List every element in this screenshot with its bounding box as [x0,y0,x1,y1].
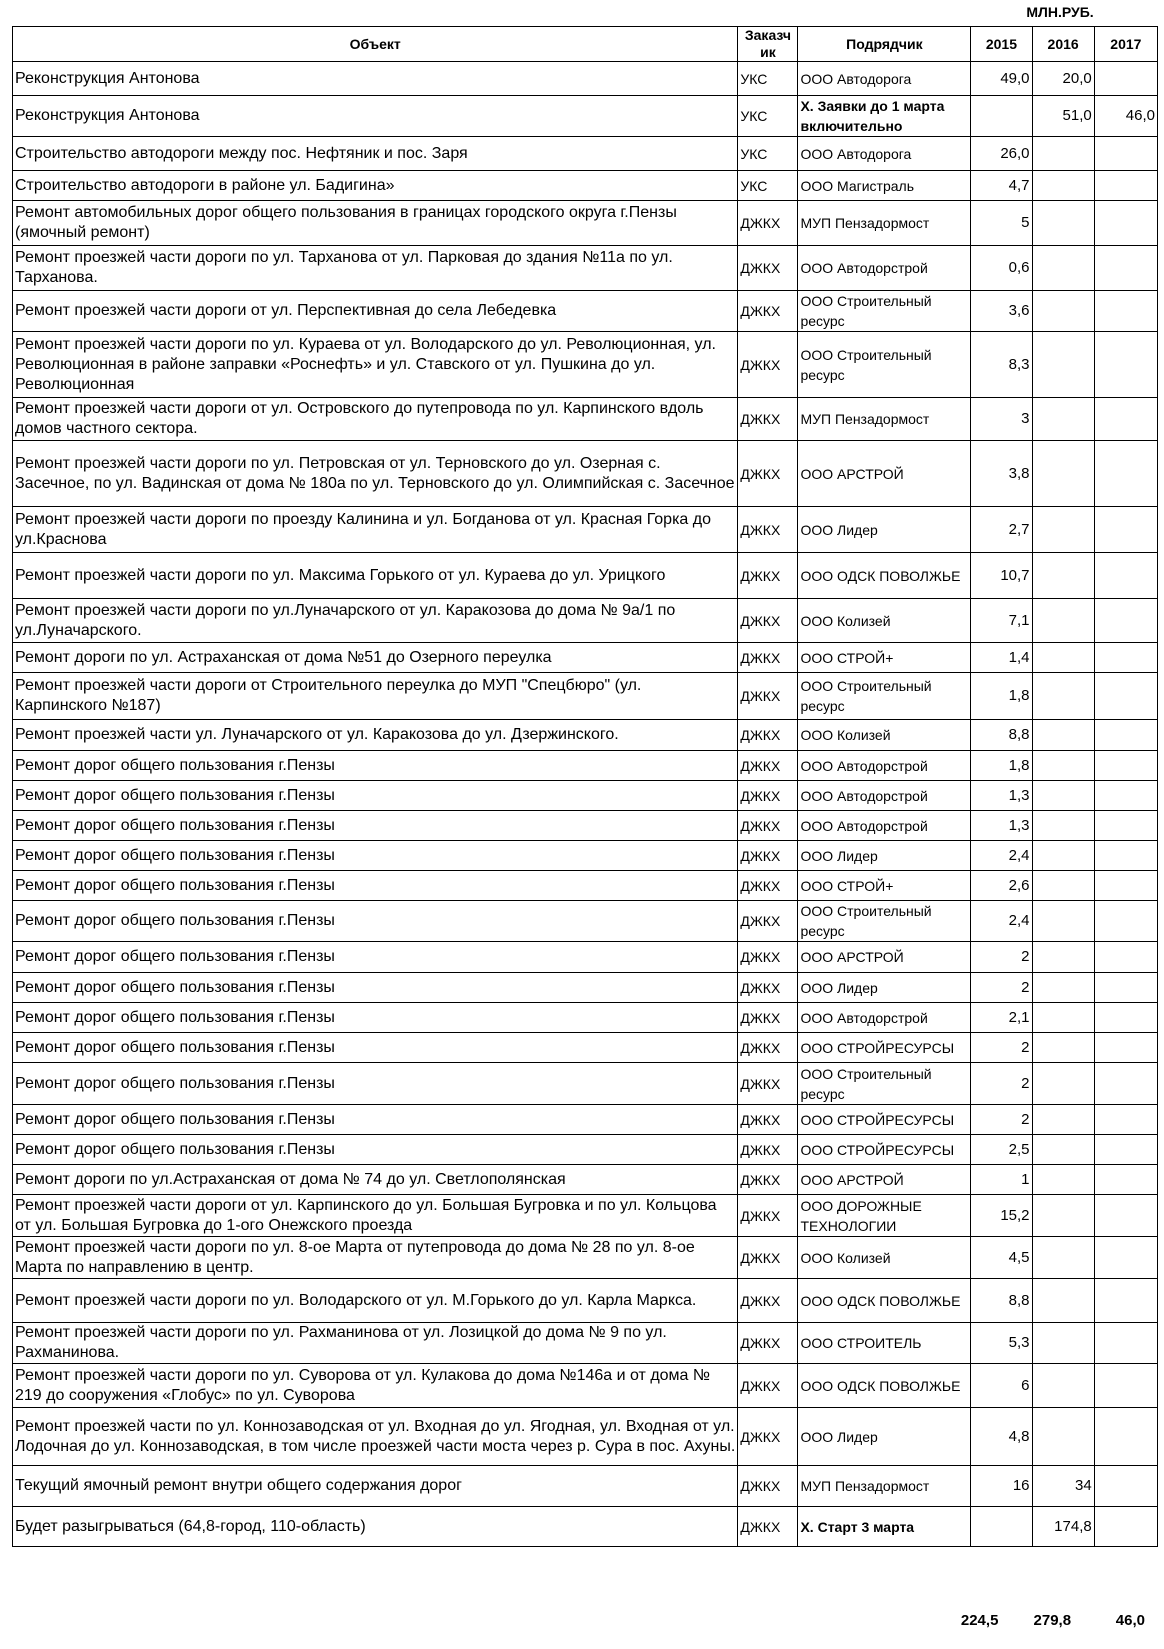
value-2017-cell [1094,751,1157,781]
contractor-cell: ООО Автодорога [798,62,971,96]
table-row [13,291,1158,332]
value-2015-cell: 2 [971,942,1032,973]
value-2016-cell [1032,811,1094,841]
value-2016-cell [1032,1135,1094,1165]
value-2016-cell [1032,553,1094,599]
object-cell: Ремонт проезжей части дороги по ул.Луначарского от ул. Каракозова до дома № 9а/1 по ул.Луначарского. [13,599,738,643]
value-2017-cell [1094,201,1157,246]
contractor-cell: ООО ДОРОЖНЫЕ ТЕХНОЛОГИИ [798,1195,971,1237]
table-row [13,643,1158,673]
customer-cell: ДЖКХ [738,871,798,901]
table-row [13,507,1158,553]
object-cell: Ремонт проезжей части дороги по ул. Максима Горького от ул. Кураева до ул. Урицкого [13,553,738,599]
value-2015-cell: 1,4 [971,643,1032,673]
object-cell: Строительство автодороги между пос. Нефтяник и пос. Заря [13,137,738,171]
object-cell: Ремонт проезжей части дороги по ул. Петровская от ул. Терновского до ул. Озерная с. Засечное, по ул. Вадинская от дома № 180а по ул. Терновского до ул. Олимпийская с. Засечное [13,441,738,507]
contractor-cell: ООО Автодорстрой [798,246,971,291]
contractor-cell: ООО Колизей [798,599,971,643]
value-2017-cell [1094,291,1157,332]
table-row [13,1466,1158,1507]
object-cell: Ремонт проезжей части дороги от Строительного переулка до МУП "Спецбюро" (ул. Карпинского №187) [13,673,738,720]
value-2015-cell: 3 [971,398,1032,441]
table-row [13,1063,1158,1105]
value-2016-cell [1032,137,1094,171]
value-2015-cell: 3,6 [971,291,1032,332]
header-2017: 2017 [1094,27,1157,62]
value-2016-cell: 174,8 [1032,1507,1094,1547]
value-2016-cell [1032,643,1094,673]
table-row [13,973,1158,1003]
contractor-cell: ООО Строительный ресурс [798,332,971,398]
value-2016-cell [1032,871,1094,901]
value-2015-cell [971,1507,1032,1547]
contractor-cell: МУП Пензадормост [798,1466,971,1507]
customer-cell: ДЖКХ [738,811,798,841]
value-2016-cell [1032,1033,1094,1063]
table-row [13,1279,1158,1323]
contractor-cell: ООО Колизей [798,1237,971,1279]
contractor-cell: ООО Автодорога [798,137,971,171]
contractor-cell: ООО АРСТРОЙ [798,942,971,973]
value-2017-cell [1094,973,1157,1003]
value-2017-cell [1094,1003,1157,1033]
customer-cell: УКС [738,171,798,201]
value-2015-cell: 49,0 [971,62,1032,96]
value-2016-cell [1032,751,1094,781]
value-2017-cell [1094,1165,1157,1195]
table-row [13,751,1158,781]
value-2017-cell [1094,1135,1157,1165]
value-2015-cell: 1,3 [971,781,1032,811]
header-2016: 2016 [1032,27,1094,62]
value-2015-cell: 26,0 [971,137,1032,171]
value-2016-cell: 20,0 [1032,62,1094,96]
value-2015-cell: 2,7 [971,507,1032,553]
value-2017-cell [1094,841,1157,871]
table-row [13,1323,1158,1364]
value-2017-cell [1094,643,1157,673]
customer-cell: ДЖКХ [738,201,798,246]
object-cell: Ремонт дорог общего пользования г.Пензы [13,1033,738,1063]
object-cell: Ремонт дорог общего пользования г.Пензы [13,1063,738,1105]
table-row [13,201,1158,246]
contractor-cell: Х. Заявки до 1 марта включительно [798,96,971,137]
object-cell: Ремонт дорог общего пользования г.Пензы [13,811,738,841]
customer-cell: ДЖКХ [738,1364,798,1408]
object-cell: Строительство автодороги в районе ул. Бадигина» [13,171,738,201]
contractor-cell: ООО СТРОЙРЕСУРСЫ [798,1105,971,1135]
value-2016-cell: 51,0 [1032,96,1094,137]
customer-cell: ДЖКХ [738,942,798,973]
table-row [13,781,1158,811]
table-row [13,1003,1158,1033]
object-cell: Ремонт проезжей части дороги по ул. Суворова от ул. Кулакова до дома №146а и от дома № 219 до сооружения «Глобус» по ул. Суворова [13,1364,738,1408]
object-cell: Реконструкция Антонова [13,62,738,96]
value-2015-cell: 7,1 [971,599,1032,643]
customer-cell: ДЖКХ [738,553,798,599]
contractor-cell: ООО Магистраль [798,171,971,201]
customer-cell: ДЖКХ [738,1279,798,1323]
value-2017-cell [1094,507,1157,553]
table-body [13,62,1158,1547]
object-cell: Ремонт проезжей части дороги по ул. Тарханова от ул. Парковая до здания №11а по ул. Тарханова. [13,246,738,291]
table-row [13,1033,1158,1063]
object-cell: Ремонт дороги по ул. Астраханская от дома №51 до Озерного переулка [13,643,738,673]
value-2016-cell [1032,507,1094,553]
customer-cell: ДЖКХ [738,1063,798,1105]
object-cell: Ремонт дорог общего пользования г.Пензы [13,1003,738,1033]
value-2016-cell [1032,1165,1094,1195]
table-row [13,332,1158,398]
contractor-cell: МУП Пензадормост [798,201,971,246]
object-cell: Ремонт автомобильных дорог общего пользования в границах городского округа г.Пензы (ямочный ремонт) [13,201,738,246]
value-2017-cell [1094,871,1157,901]
object-cell: Ремонт проезжей части дороги от ул. Карпинского до ул. Большая Бугровка и по ул. Кольцова от ул. Большая Бугровка до 1-ого Онежского проезда [13,1195,738,1237]
contractor-cell: МУП Пензадормост [798,398,971,441]
object-cell: Ремонт дорог общего пользования г.Пензы [13,1105,738,1135]
object-cell: Ремонт дороги по ул.Астраханская от дома № 74 до ул. Светлополянская [13,1165,738,1195]
object-cell: Ремонт проезжей части по ул. Коннозаводская от ул. Входная до ул. Ягодная, ул. Входная от ул. Лодочная до ул. Коннозаводская, в том числе проезжей части моста через р. Сура в пос. Ахуны. [13,1408,738,1466]
header-customer: Заказч ик [738,27,798,62]
header-contractor: Подрядчик [798,27,971,62]
header-row [13,27,1158,62]
customer-cell: ДЖКХ [738,599,798,643]
value-2016-cell [1032,1279,1094,1323]
table-row [13,720,1158,751]
customer-cell: УКС [738,62,798,96]
value-2016-cell [1032,1408,1094,1466]
object-cell: Ремонт дорог общего пользования г.Пензы [13,1135,738,1165]
value-2016-cell [1032,673,1094,720]
contractor-cell: ООО СТРОЙРЕСУРСЫ [798,1135,971,1165]
customer-cell: ДЖКХ [738,901,798,942]
value-2015-cell: 4,7 [971,171,1032,201]
object-cell: Ремонт дорог общего пользования г.Пензы [13,973,738,1003]
contractor-cell: ООО Лидер [798,1408,971,1466]
value-2017-cell [1094,171,1157,201]
contractor-cell: ООО ОДСК ПОВОЛЖЬЕ [798,1364,971,1408]
value-2017-cell [1094,246,1157,291]
value-2016-cell [1032,1237,1094,1279]
table-row [13,62,1158,96]
contractor-cell: ООО Лидер [798,507,971,553]
value-2015-cell: 8,8 [971,1279,1032,1323]
value-2017-cell [1094,811,1157,841]
value-2016-cell [1032,720,1094,751]
table-row [13,841,1158,871]
contractor-cell: ООО АРСТРОЙ [798,1165,971,1195]
value-2016-cell [1032,441,1094,507]
table-row [13,1237,1158,1279]
object-cell: Ремонт проезжей части ул. Луначарского от ул. Каракозова до ул. Дзержинского. [13,720,738,751]
customer-cell: ДЖКХ [738,1105,798,1135]
value-2017-cell [1094,720,1157,751]
value-2017-cell [1094,1105,1157,1135]
value-2017-cell [1094,1237,1157,1279]
customer-cell: ДЖКХ [738,1135,798,1165]
value-2016-cell [1032,246,1094,291]
value-2017-cell [1094,332,1157,398]
value-2015-cell: 6 [971,1364,1032,1408]
value-2015-cell: 2 [971,973,1032,1003]
table-row [13,398,1158,441]
table-row [13,553,1158,599]
customer-cell: ДЖКХ [738,973,798,1003]
object-cell: Будет разыгрываться (64,8-город, 110-область) [13,1507,738,1547]
value-2016-cell [1032,201,1094,246]
customer-cell: ДЖКХ [738,1408,798,1466]
value-2017-cell [1094,1408,1157,1466]
contractor-cell: ООО Колизей [798,720,971,751]
value-2017-cell [1094,1507,1157,1547]
value-2015-cell: 10,7 [971,553,1032,599]
value-2016-cell [1032,1195,1094,1237]
value-2015-cell: 1,8 [971,751,1032,781]
unit-label: МЛН.РУБ. [1026,4,1094,20]
customer-cell: ДЖКХ [738,507,798,553]
value-2017-cell [1094,781,1157,811]
customer-cell: ДЖКХ [738,643,798,673]
table-row [13,1507,1158,1547]
customer-cell: ДЖКХ [738,1466,798,1507]
value-2017-cell [1094,1063,1157,1105]
table-row [13,96,1158,137]
value-2015-cell: 2 [971,1105,1032,1135]
customer-cell: ДЖКХ [738,751,798,781]
value-2015-cell: 5 [971,201,1032,246]
value-2017-cell [1094,398,1157,441]
customer-cell: ДЖКХ [738,781,798,811]
contractor-cell: ООО Строительный ресурс [798,673,971,720]
value-2017-cell [1094,1364,1157,1408]
value-2015-cell: 1 [971,1165,1032,1195]
customer-cell: ДЖКХ [738,720,798,751]
object-cell: Ремонт дорог общего пользования г.Пензы [13,901,738,942]
value-2017-cell [1094,441,1157,507]
contractor-cell: ООО Лидер [798,973,971,1003]
value-2017-cell: 46,0 [1094,96,1157,137]
budget-table [12,26,1158,1547]
value-2017-cell [1094,1033,1157,1063]
customer-cell: ДЖКХ [738,246,798,291]
value-2015-cell: 2 [971,1033,1032,1063]
object-cell: Ремонт дорог общего пользования г.Пензы [13,841,738,871]
value-2016-cell [1032,1003,1094,1033]
table-row [13,1105,1158,1135]
value-2015-cell: 4,8 [971,1408,1032,1466]
value-2015-cell: 2,5 [971,1135,1032,1165]
customer-cell: ДЖКХ [738,1323,798,1364]
value-2016-cell [1032,781,1094,811]
value-2017-cell [1094,1279,1157,1323]
customer-cell: ДЖКХ [738,1165,798,1195]
value-2015-cell: 3,8 [971,441,1032,507]
value-2016-cell [1032,332,1094,398]
table-row [13,871,1158,901]
contractor-cell: ООО Автодорстрой [798,811,971,841]
total-2016: 279,8 [1033,1612,1072,1629]
customer-cell: ДЖКХ [738,398,798,441]
total-2017: 46,0 [1115,1612,1145,1629]
value-2016-cell [1032,1364,1094,1408]
object-cell: Ремонт дорог общего пользования г.Пензы [13,942,738,973]
value-2015-cell: 2,1 [971,1003,1032,1033]
object-cell: Ремонт дорог общего пользования г.Пензы [13,781,738,811]
customer-cell: ДЖКХ [738,1507,798,1547]
value-2016-cell [1032,841,1094,871]
totals-row [930,1612,1148,1629]
value-2016-cell [1032,1105,1094,1135]
contractor-cell: ООО ОДСК ПОВОЛЖЬЕ [798,553,971,599]
value-2017-cell [1094,1466,1157,1507]
table-row [13,1195,1158,1237]
value-2016-cell [1032,291,1094,332]
customer-cell: ДЖКХ [738,1237,798,1279]
customer-cell: ДЖКХ [738,291,798,332]
value-2016-cell [1032,942,1094,973]
value-2016-cell [1032,1323,1094,1364]
value-2015-cell: 5,3 [971,1323,1032,1364]
value-2017-cell [1094,137,1157,171]
value-2017-cell [1094,62,1157,96]
value-2017-cell [1094,673,1157,720]
contractor-cell: ООО Автодорстрой [798,751,971,781]
object-cell: Ремонт проезжей части дороги по ул. Рахманинова от ул. Лозицкой до дома № 9 по ул. Рахманинова. [13,1323,738,1364]
value-2015-cell: 8,3 [971,332,1032,398]
value-2017-cell [1094,1323,1157,1364]
table-row [13,942,1158,973]
customer-cell: УКС [738,96,798,137]
object-cell: Ремонт проезжей части дороги от ул. Перспективная до села Лебедевка [13,291,738,332]
value-2016-cell [1032,171,1094,201]
contractor-cell: ООО Автодорстрой [798,781,971,811]
value-2015-cell [971,96,1032,137]
object-cell: Ремонт проезжей части дороги по ул. Володарского от ул. М.Горького до ул. Карла Маркса. [13,1279,738,1323]
value-2015-cell: 1,8 [971,673,1032,720]
contractor-cell: ООО Строительный ресурс [798,291,971,332]
value-2017-cell [1094,901,1157,942]
contractor-cell: ООО СТРОИТЕЛЬ [798,1323,971,1364]
table-row [13,811,1158,841]
table-row [13,901,1158,942]
contractor-cell: ООО Строительный ресурс [798,1063,971,1105]
value-2015-cell: 2,4 [971,841,1032,871]
contractor-cell: ООО СТРОЙ+ [798,871,971,901]
value-2016-cell [1032,398,1094,441]
object-cell: Ремонт проезжей части дороги по проезду Калинина и ул. Богданова от ул. Красная Горка до ул.Краснова [13,507,738,553]
value-2016-cell [1032,1063,1094,1105]
value-2015-cell: 8,8 [971,720,1032,751]
header-object: Объект [13,27,738,62]
table-row [13,441,1158,507]
table-row [13,1364,1158,1408]
value-2017-cell [1094,942,1157,973]
table-row [13,1408,1158,1466]
contractor-cell: ООО АРСТРОЙ [798,441,971,507]
customer-cell: ДЖКХ [738,841,798,871]
customer-cell: ДЖКХ [738,1195,798,1237]
object-cell: Ремонт проезжей части дороги по ул. Кураева от ул. Володарского до ул. Революционная, ул. Революционная в районе заправки «Роснефть» и ул. Ставского от ул. Пушкина до ул. Революционная [13,332,738,398]
table-row [13,1135,1158,1165]
object-cell: Ремонт дорог общего пользования г.Пензы [13,871,738,901]
value-2017-cell [1094,1195,1157,1237]
contractor-cell: ООО СТРОЙРЕСУРСЫ [798,1033,971,1063]
value-2015-cell: 2,6 [971,871,1032,901]
total-2015: 224,5 [960,1612,999,1629]
customer-cell: ДЖКХ [738,1003,798,1033]
value-2016-cell [1032,973,1094,1003]
table-row [13,599,1158,643]
customer-cell: ДЖКХ [738,1033,798,1063]
object-cell: Ремонт проезжей части дороги по ул. 8-ое Марта от путепровода до дома № 28 по ул. 8-ое Марта по направлению в центр. [13,1237,738,1279]
value-2015-cell: 2 [971,1063,1032,1105]
customer-cell: ДЖКХ [738,441,798,507]
customer-cell: УКС [738,137,798,171]
header-2015: 2015 [971,27,1032,62]
table-row [13,673,1158,720]
table-row [13,137,1158,171]
object-cell: Ремонт проезжей части дороги от ул. Островского до путепровода по ул. Карпинского вдоль домов частного сектора. [13,398,738,441]
value-2015-cell: 0,6 [971,246,1032,291]
object-cell: Ремонт дорог общего пользования г.Пензы [13,751,738,781]
table-row [13,171,1158,201]
value-2015-cell: 15,2 [971,1195,1032,1237]
object-cell: Реконструкция Антонова [13,96,738,137]
contractor-cell: ООО СТРОЙ+ [798,643,971,673]
value-2016-cell [1032,599,1094,643]
table-row [13,1165,1158,1195]
contractor-cell: ООО Автодорстрой [798,1003,971,1033]
value-2016-cell [1032,901,1094,942]
value-2015-cell: 1,3 [971,811,1032,841]
customer-cell: ДЖКХ [738,332,798,398]
value-2015-cell: 4,5 [971,1237,1032,1279]
customer-cell: ДЖКХ [738,673,798,720]
value-2017-cell [1094,599,1157,643]
value-2015-cell: 2,4 [971,901,1032,942]
contractor-cell: ООО ОДСК ПОВОЛЖЬЕ [798,1279,971,1323]
value-2015-cell: 16 [971,1466,1032,1507]
table-row [13,246,1158,291]
value-2016-cell: 34 [1032,1466,1094,1507]
contractor-cell: ООО Лидер [798,841,971,871]
value-2017-cell [1094,553,1157,599]
contractor-cell: Х. Старт 3 марта [798,1507,971,1547]
contractor-cell: ООО Строительный ресурс [798,901,971,942]
object-cell: Текущий ямочный ремонт внутри общего содержания дорог [13,1466,738,1507]
